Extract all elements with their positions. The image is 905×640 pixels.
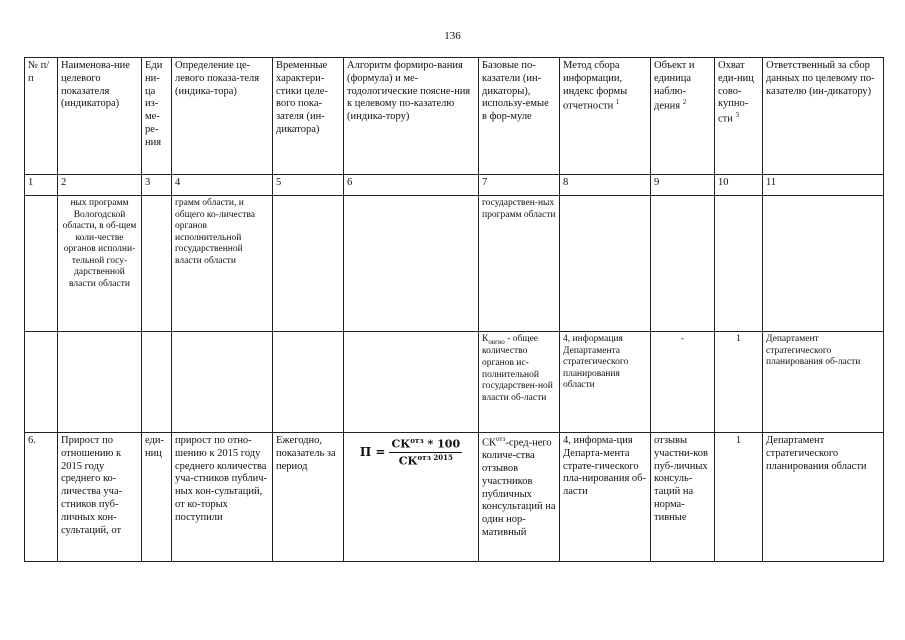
cell-empty	[651, 196, 715, 332]
header-algorithm: Алгоритм формиро-вания (формула) и ме-тодологические поясне-ния к целевому по-казателю (индика-тору)	[344, 58, 479, 175]
footnote-1: 1	[615, 98, 620, 107]
header-definition: Определение це-левого показа-теля (индика-тора)	[172, 58, 273, 175]
cell-coverage: 1	[715, 332, 763, 433]
cell-time-characteristics: Ежегодно, показатель за период	[273, 433, 344, 562]
formula-fraction	[389, 437, 462, 468]
cell-observation-object: отзывы участни-ков пуб-личных консуль-таций на норма-тивные	[651, 433, 715, 562]
cell-definition: прирост по отно-шению к 2015 году среднего количества уча-стников публич-ных кон-сультаций, от ко-торых поступили	[172, 433, 273, 562]
cell-empty	[715, 196, 763, 332]
column-number: 2	[58, 175, 142, 196]
column-number: 5	[273, 175, 344, 196]
formula-den-symbol: СК	[398, 454, 418, 468]
footnote-3: 3	[735, 111, 739, 120]
header-coverage-text: Охват еди-ниц сово-купно-сти	[718, 60, 754, 125]
symbol-sk-superscript: отз	[496, 435, 506, 443]
formula	[347, 437, 475, 468]
cell-collection-method: 4, информация Департамента стратегического планирования области	[560, 332, 651, 433]
header-time-characteristics: Временные характери-стики целе-вого пока-зателя (ин-дикатора)	[273, 58, 344, 175]
column-number: 8	[560, 175, 651, 196]
cell-definition: грамм области, и общего ко-личества органов исполнительной государственной власти области	[172, 196, 273, 332]
indicator-table	[24, 57, 884, 562]
column-number: 7	[479, 175, 560, 196]
cell-empty	[560, 196, 651, 332]
cell-responsible: Департамент стратегического планирования области	[763, 433, 884, 562]
column-number: 11	[763, 175, 884, 196]
cell-observation-object: -	[651, 332, 715, 433]
formula-num-sup: отз	[410, 436, 424, 445]
cell-base-indicators: государствен-ных программ области	[479, 196, 560, 332]
header-collection-method-text: Метод сбора информации, индекс формы отчетности	[563, 60, 628, 112]
cell-empty	[25, 332, 58, 433]
column-number: 1	[25, 175, 58, 196]
cell-formula	[344, 433, 479, 562]
page-number: 136	[444, 30, 461, 42]
cell-base-indicators-text: - общее количество органов ис-полнительной государствен-ной власти об-ласти	[482, 334, 553, 403]
header-coverage	[715, 58, 763, 175]
cell-empty	[142, 332, 172, 433]
cell-empty	[142, 196, 172, 332]
cell-empty	[273, 332, 344, 433]
formula-num-symbol: СК	[391, 437, 411, 451]
cell-empty	[344, 332, 479, 433]
cell-base-indicators	[479, 433, 560, 562]
cell-indicator-name: Прирост по отношению к 2015 году среднего ко-личества уча-стников пуб-личных кон-сультаций, от	[58, 433, 142, 562]
cell-empty	[344, 196, 479, 332]
header-indicator-name: Наименова-ние целевого показателя (индикатора)	[58, 58, 142, 175]
cell-unit: еди-ниц	[142, 433, 172, 562]
cell-indicator-name: ных программ Вологодской области, в об-щем коли-честве органов исполни-тельной госу-дарственной власти области	[58, 196, 142, 332]
formula-denominator	[399, 453, 453, 468]
cell-base-indicators	[479, 332, 560, 433]
cell-base-indicators-text: -сред-него количе-ства отзывов участников публичных консультаций на один нор-мативный	[482, 437, 556, 539]
table-row	[25, 433, 884, 562]
cell-number: 6.	[25, 433, 58, 562]
header-number: № п/п	[25, 58, 58, 175]
table-row	[25, 332, 884, 433]
column-number: 6	[344, 175, 479, 196]
symbol-k-subscript: овгво	[488, 337, 505, 346]
header-collection-method	[560, 58, 651, 175]
symbol-sk: СК	[482, 437, 497, 449]
table-row	[25, 196, 884, 332]
column-number: 4	[172, 175, 273, 196]
cell-empty	[172, 332, 273, 433]
column-number-row	[25, 175, 884, 196]
header-base-indicators: Базовые по-казатели (ин-дикаторы), использу-емые в фор-муле	[479, 58, 560, 175]
header-row	[25, 58, 884, 175]
cell-empty	[273, 196, 344, 332]
header-observation-object	[651, 58, 715, 175]
cell-empty	[58, 332, 142, 433]
column-number: 9	[651, 175, 715, 196]
formula-den-sup: отз 2015	[417, 453, 453, 463]
footnote-2: 2	[682, 98, 687, 107]
formula-num-rest: * 100	[423, 437, 461, 451]
symbol-k: К	[482, 334, 489, 344]
column-number: 10	[715, 175, 763, 196]
header-unit: Еди ни-ца из-ме-ре-ния	[142, 58, 172, 175]
cell-coverage: 1	[715, 433, 763, 562]
formula-lhs: П =	[359, 445, 386, 460]
header-observation-object-text: Объект и единица наблю-дения	[654, 60, 695, 112]
cell-collection-method: 4, информа-ция Департа-мента страте-гического пла-нирования об-ласти	[560, 433, 651, 562]
column-number: 3	[142, 175, 172, 196]
formula-numerator	[389, 437, 462, 453]
cell-responsible: Департамент стратегического планирования об-ласти	[763, 332, 884, 433]
cell-empty	[763, 196, 884, 332]
cell-empty	[25, 196, 58, 332]
header-responsible: Ответственный за сбор данных по целевому по-казателю (ин-дикатору)	[763, 58, 884, 175]
